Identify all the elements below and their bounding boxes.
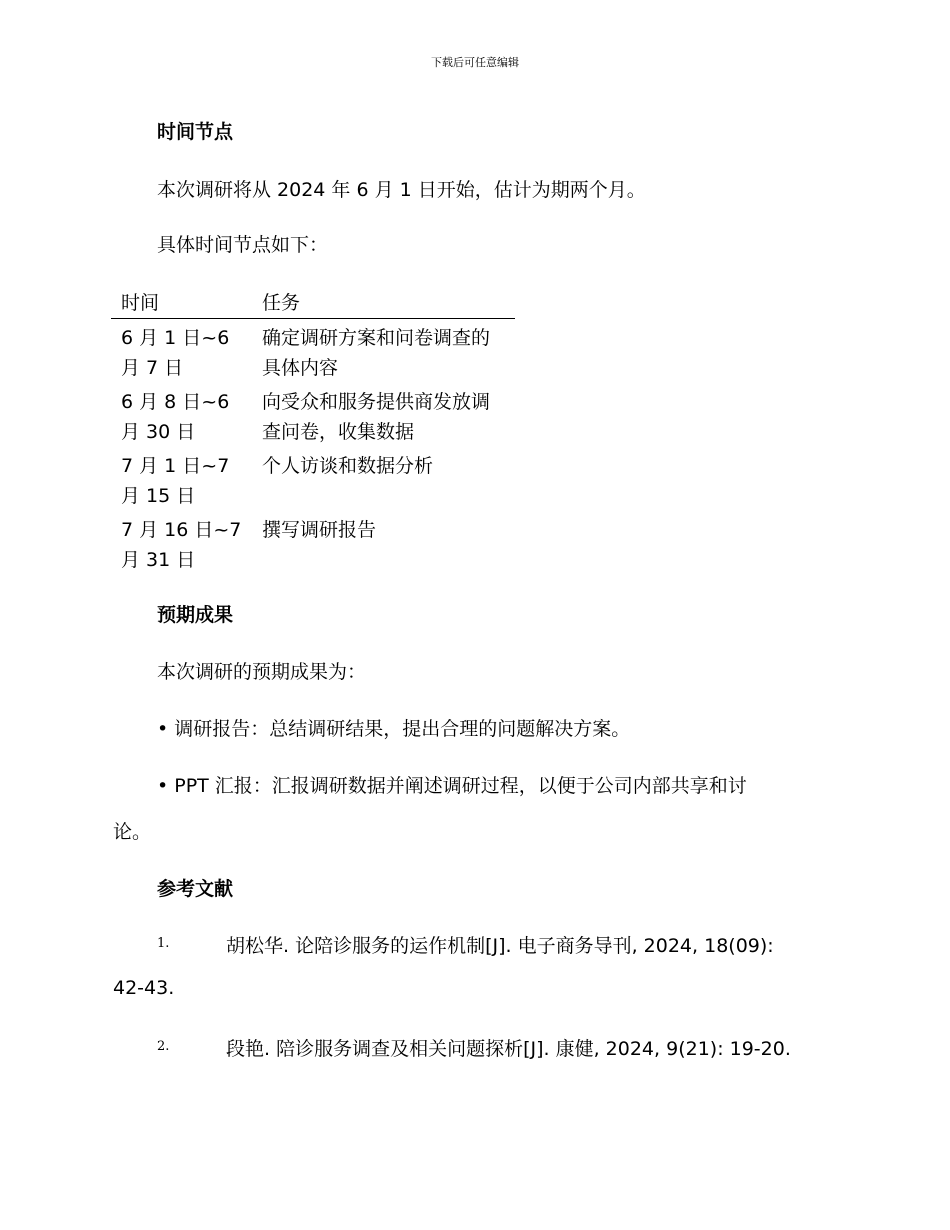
ref-number: 2. [157,1039,170,1054]
results-item-ppt-cont: 论。 [113,821,152,843]
timeline-intro: 本次调研将从 2024 年 6 月 1 日开始，估计为期两个月。 [157,179,646,201]
page-header: 下载后可任意编辑 [431,56,519,69]
table-cell-time: 7 月 1 日~7 月 15 日 [121,455,230,507]
results-item-ppt: • PPT 汇报：汇报调研数据并阐述调研过程，以便于公司内部共享和讨 [157,775,747,797]
timeline-table [111,288,515,575]
ref-text-cont: 42-43. [113,977,175,999]
ref-text: 段艳. 陪诊服务调查及相关问题探析[J]. 康健, 2024, 9(21): 19-20. [226,1038,791,1060]
section-title-timeline: 时间节点 [157,121,234,143]
results-item-report: • 调研报告：总结调研结果，提出合理的问题解决方案。 [157,718,631,740]
section-title-refs: 参考文献 [157,878,234,900]
results-intro: 本次调研的预期成果为： [157,661,367,683]
section-title-results: 预期成果 [157,604,234,626]
table-row [111,319,515,384]
table-header-task: 任务 [262,292,301,314]
table-cell-task: 确定调研方案和问卷调查的具体内容 [262,327,491,379]
table-row [111,383,515,447]
table-cell-time: 6 月 8 日~6 月 30 日 [121,391,230,443]
table-cell-time: 7 月 16 日~7 月 31 日 [121,519,242,571]
table-header-row [111,288,515,319]
ref-text: 胡松华. 论陪诊服务的运作机制[J]. 电子商务导刊, 2024, 18(09): [226,935,774,957]
table-header-time: 时间 [121,292,160,314]
table-cell-task: 撰写调研报告 [262,519,377,541]
table-row [111,447,515,511]
table-cell-task: 向受众和服务提供商发放调查问卷，收集数据 [262,391,491,443]
ref-number: 1. [157,936,170,951]
table-row [111,511,515,575]
timeline-lead: 具体时间节点如下： [157,234,329,256]
table-cell-time: 6 月 1 日~6 月 7 日 [121,327,230,379]
table-cell-task: 个人访谈和数据分析 [262,455,434,477]
